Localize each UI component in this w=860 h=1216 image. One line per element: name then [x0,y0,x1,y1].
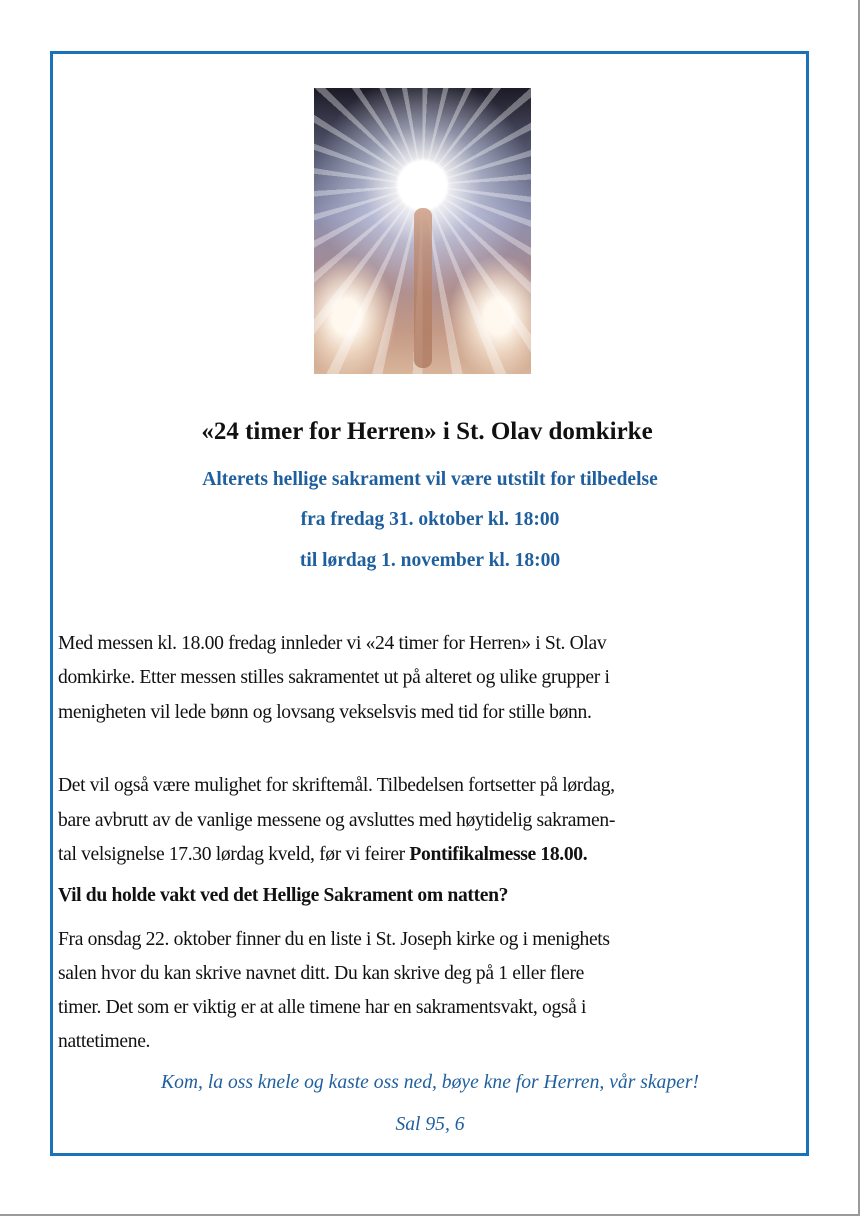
page-title: «24 timer for Herren» i St. Olav domkirke [201,418,653,445]
bible-reference: Sal 95, 6 [395,1114,465,1135]
paragraph-line: menigheten vil lede bønn og lovsang vekselsvis med tid for stille bønn. [58,702,592,723]
pontifical-mass-time: Pontifikalmesse 18.00. [409,844,588,865]
question-heading: Vil du holde vakt ved det Hellige Sakrament om natten? [58,885,509,906]
paragraph-line: salen hvor du kan skrive navnet ditt. Du kan skrive deg på 1 eller flere [58,963,584,984]
paragraph-line: nattetimene. [58,1031,151,1052]
monstrance-photo [314,88,531,374]
paragraph-line: Med messen kl. 18.00 fredag innleder vi «24 timer for Herren» i St. Olav [58,633,607,654]
bible-quote: Kom, la oss knele og kaste oss ned, bøye kne for Herren, vår skaper! [161,1072,699,1093]
subtitle-line: Alterets hellige sakrament vil være utstilt for tilbedelse [202,469,658,490]
paragraph-line: bare avbrutt av de vanlige messene og avsluttes med høytidelig sakramen- [58,810,615,831]
paragraph-text: tal velsignelse 17.30 lørdag kveld, før vi feirer [58,844,410,865]
paragraph-line: timer. Det som er viktig er at alle timene har en sakramentsvakt, også i [58,997,587,1018]
paragraph-line [58,844,587,866]
paragraph-line: Fra onsdag 22. oktober finner du en liste i St. Joseph kirke og i menighets [58,929,610,950]
subtitle-date-from: fra fredag 31. oktober kl. 18:00 [300,509,560,530]
subtitle-date-to: til lørdag 1. november kl. 18:00 [299,550,561,571]
paragraph-line: domkirke. Etter messen stilles sakramentet ut på alteret og ulike grupper i [58,667,610,688]
crucifix-figure [414,208,432,368]
paragraph-line: Det vil også være mulighet for skriftemål. Tilbedelsen fortsetter på lørdag, [58,775,615,796]
